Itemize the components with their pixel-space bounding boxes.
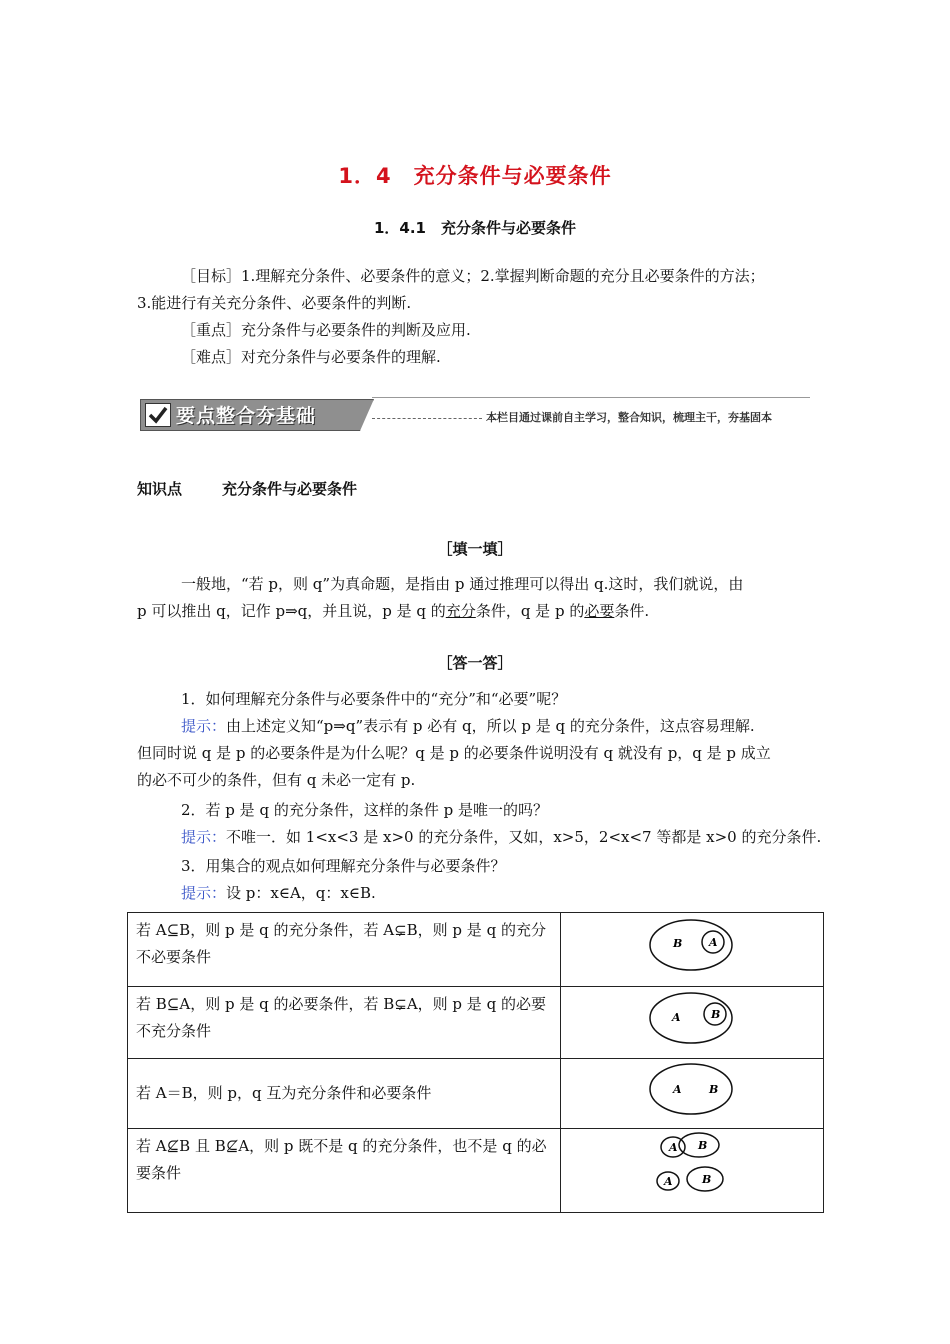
answer-1-line-2: 但同时说 q 是 p 的必要条件是为什么呢？q 是 p 的必要条件说明没有 q 就没有 p，q 是 p 成立 (137, 744, 771, 762)
set-relation-table (127, 912, 824, 1213)
section-title: 1．4.1 充分条件与必要条件 (373, 219, 576, 237)
venn-label-a: A (709, 936, 718, 949)
question-2: 2．若 p 是 q 的充分条件，这样的条件 p 是唯一的吗？ (181, 801, 548, 819)
row-text-line: 若 A＝B，则 p，q 互为充分条件和必要条件 (136, 1084, 432, 1102)
venn-label-b: B (709, 1083, 719, 1096)
goal-line-1: ［目标］1.理解充分条件、必要条件的意义；2.掌握判断命题的充分且必要条件的方法； (181, 267, 765, 285)
table-row (128, 987, 824, 1059)
hint-label: 提示： (181, 828, 227, 846)
answer-1-line-1 (137, 716, 827, 736)
fill-line-2 (137, 601, 827, 621)
question-3: 3．用集合的观点如何理解充分条件与必要条件？ (181, 857, 506, 875)
venn-label-b: B (673, 937, 683, 950)
table-cell-text (128, 987, 561, 1059)
goal-line-2: 3.能进行有关充分条件、必要条件的判断. (137, 294, 412, 312)
fill-blank-sufficient: 充分 (445, 602, 476, 620)
venn-neither-subset (561, 1129, 824, 1213)
banner-dashes (372, 418, 482, 419)
venn-label-b: B (702, 1173, 712, 1186)
question-1: 1．如何理解充分条件与必要条件中的“充分”和“必要”呢？ (181, 690, 567, 708)
answer-3-text: 设 p：x∈A，q：x∈B. (226, 884, 376, 902)
answer-1-line-3: 的必不可少的条件，但有 q 未必一定有 p. (137, 771, 416, 789)
fill-line-1: 一般地，“若 p，则 q”为真命题，是指由 p 通过推理可以得出 q.这时，我们就说，由 (181, 575, 744, 593)
row-text-line: 若 A⊈B 且 B⊈A，则 p 既不是 q 的充分条件，也不是 q 的必 (136, 1137, 547, 1155)
row-text-line: 不必要条件 (136, 948, 212, 966)
venn-label-a: A (669, 1141, 678, 1154)
row-text-line: 不充分条件 (136, 1022, 212, 1040)
banner-divider (372, 397, 810, 398)
page-title: 1．4 充分条件与必要条件 (338, 164, 612, 188)
difficulty-point: ［难点］对充分条件与必要条件的理解. (181, 348, 441, 366)
answer-1-text: 由上述定义知“p⇒q”表示有 p 必有 q，所以 p 是 q 的充分条件，这点容易理解. (226, 717, 755, 735)
answer-3 (137, 883, 827, 903)
venn-equal-sets (561, 1059, 824, 1129)
venn-label-a: A (673, 1083, 682, 1096)
row-text-line: 要条件 (136, 1164, 182, 1182)
row-text-line: 若 A⊆B，则 p 是 q 的充分条件，若 A⊊B，则 p 是 q 的充分 (136, 921, 546, 939)
venn-label-a: A (664, 1175, 673, 1188)
answer-2 (137, 827, 827, 847)
hint-label: 提示： (181, 717, 227, 735)
key-point: ［重点］充分条件与必要条件的判断及应用. (181, 321, 471, 339)
knowledge-label: 知识点 (137, 480, 183, 498)
fill-text-a: p 可以推出 q，记作 p⇒q，并且说，p 是 q 的 (137, 602, 446, 620)
venn-label-b: B (711, 1008, 721, 1021)
venn-subset-b-in-a (561, 987, 824, 1059)
venn-label-b: B (698, 1139, 708, 1152)
fill-header: ［填一填］ (437, 540, 513, 558)
answer-2-text: 不唯一．如 1<x<3 是 x>0 的充分条件，又如，x>5，2<x<7 等都是 x>0 的充分条件. (226, 828, 822, 846)
banner-note: 本栏目通过课前自主学习，整合知识，梳理主干，夯基固本 (486, 411, 772, 424)
fill-text-c: 条件. (614, 602, 650, 620)
knowledge-topic: 充分条件与必要条件 (222, 480, 358, 498)
check-icon (145, 403, 171, 427)
table-cell-text (128, 913, 561, 987)
table-cell-text (128, 1129, 561, 1213)
table-cell-text (128, 1059, 561, 1129)
table-row (128, 913, 824, 987)
banner-title: 要点整合夯基础 (176, 405, 317, 427)
fill-blank-necessary: 必要 (584, 602, 615, 620)
table-row (128, 1129, 824, 1213)
venn-label-a: A (672, 1011, 681, 1024)
answer-header: ［答一答］ (437, 654, 513, 672)
venn-subset-a-in-b (561, 913, 824, 987)
fill-text-b: 条件，q 是 p 的 (475, 602, 585, 620)
table-row (128, 1059, 824, 1129)
hint-label: 提示： (181, 884, 227, 902)
row-text-line: 若 B⊆A，则 p 是 q 的必要条件，若 B⊊A，则 p 是 q 的必要 (136, 995, 546, 1013)
